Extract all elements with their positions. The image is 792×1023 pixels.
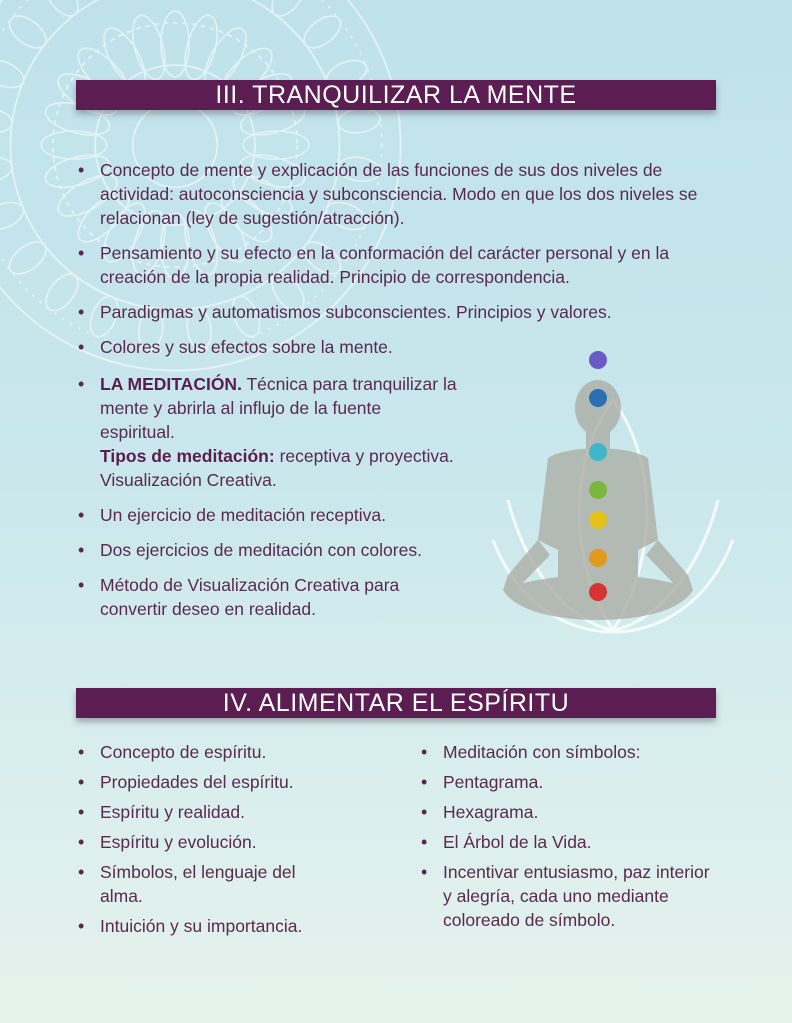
section-3-title: III. TRANQUILIZAR LA MENTE [76, 80, 716, 110]
list-item: • Hexagrama. [419, 800, 739, 824]
list-item: • Colores y sus efectos sobre la mente. [76, 335, 726, 359]
list-item: • Propiedades del espíritu. [76, 770, 386, 794]
list-item: • Pentagrama. [419, 770, 739, 794]
chakra-dot [589, 351, 607, 369]
mandala-petal [40, 0, 84, 22]
chakra-dot [589, 511, 607, 529]
mandala-petal [337, 106, 382, 135]
mandala-petal [4, 236, 52, 280]
list-item: • Intuición y su importancia. [76, 914, 386, 938]
mandala-petal [4, 10, 52, 54]
mandala-petal [298, 10, 346, 54]
list-item: • Paradigmas y automatismos subconscientes. Principios y valores. [76, 300, 726, 324]
mandala-petal [266, 0, 310, 22]
meditation-types-heading: Tipos de meditación: [100, 446, 275, 466]
meditation-item [76, 372, 460, 492]
list-item: • Espíritu y evolución. [76, 830, 386, 854]
list-item: • Un ejercicio de meditación receptiva. [76, 503, 460, 527]
meditation-types-text: receptiva y proyectiva. Visualización Creativa. [100, 446, 454, 490]
chakra-dot [589, 443, 607, 461]
list-item: • Método de Visualización Creativa para convertir deseo en realidad. [76, 573, 420, 621]
list-item: • Incentivar entusiasmo, paz interior y alegría, cada uno mediante coloreado de símbolo. [419, 860, 718, 932]
chakra-dot [589, 481, 607, 499]
list-item: • Meditación con símbolos: [419, 740, 739, 764]
chakra-dot [589, 583, 607, 601]
meditation-figure-illustration [488, 340, 738, 640]
list-item: • El Árbol de la Vida. [419, 830, 739, 854]
section-4-right-list [419, 740, 739, 938]
mandala-petal [0, 197, 28, 235]
list-item: • Dos ejercicios de meditación con colores. [76, 538, 726, 562]
list-item: • Concepto de mente y explicación de las funciones de sus dos niveles de actividad: autoconsciencia y subconsciencia. Modo en que los dos niveles se relacionan (ley de sugestión/atracción). [76, 158, 726, 230]
list-item: • Espíritu y realidad. [76, 800, 386, 824]
list-item: • Pensamiento y su efecto en la conformación del carácter personal y en la creación de la propia realidad. Principio de correspondencia. [76, 241, 726, 289]
chakra-dot [589, 389, 607, 407]
chakra-dot [589, 549, 607, 567]
section-4-left-list [76, 740, 386, 944]
meditation-text: Técnica para tranquilizar la mente y abrirla al influjo de la fuente espiritual. [100, 374, 457, 442]
mandala-petal [0, 55, 28, 93]
meditation-heading: LA MEDITACIÓN. [100, 374, 242, 394]
list-item: • Símbolos, el lenguaje del alma. [76, 860, 340, 908]
section-4-title: IV. ALIMENTAR EL ESPÍRITU [76, 688, 716, 718]
list-item: • Concepto de espíritu. [76, 740, 386, 764]
